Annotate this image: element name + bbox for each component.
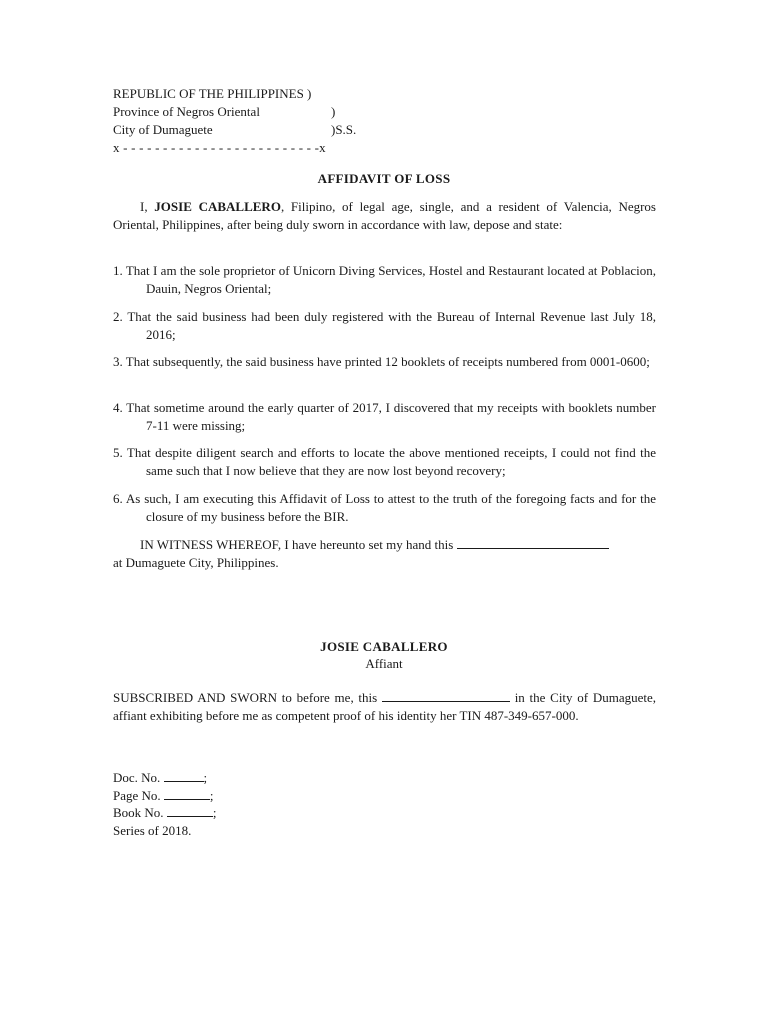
page-no-suffix: ; xyxy=(209,787,214,803)
venue-city-row xyxy=(113,121,413,139)
subscribed-paragraph xyxy=(113,689,656,724)
notary-block xyxy=(113,769,216,839)
item-5: 5. That despite diligent search and efforts to locate the above mentioned receipts, I could not find the same such that I now believe that they are now lost beyond recovery; xyxy=(113,445,656,478)
venue-block xyxy=(113,85,413,157)
doc-no-blank[interactable] xyxy=(164,770,204,782)
witness-text-before: IN WITNESS WHEREOF, I have hereunto set my hand this xyxy=(140,537,454,552)
doc-no-row xyxy=(113,769,216,787)
venue-province-row xyxy=(113,103,413,121)
signature-name: JOSIE CABALLERO xyxy=(320,639,448,654)
witness-paragraph xyxy=(113,536,656,571)
venue-separator-row xyxy=(113,139,413,157)
intro-prefix: I, xyxy=(140,199,155,214)
book-no-suffix: ; xyxy=(212,805,217,820)
page-no-row xyxy=(113,787,216,805)
subscribed-text-after: in the City of Dumaguete, affiant exhibiting before me as competent proof of his identity her TIN 487-349-657-000. xyxy=(113,690,657,723)
intro-text: , Filipino, of legal age, single, and a resident of Valencia, Negros Oriental, Philippines, after being duly sworn in accordance with law, depose and state: xyxy=(113,199,656,232)
page-no-blank[interactable] xyxy=(164,788,210,800)
intro-paragraph xyxy=(113,198,656,233)
book-no-label: Book No. xyxy=(113,805,164,820)
document-title: AFFIDAVIT OF LOSS xyxy=(317,171,451,186)
venue-province-bracket: ) xyxy=(331,104,336,119)
item-6: 6. As such, I am executing this Affidavit of Loss to attest to the truth of the foregoing facts and for the closure of my business before the BIR. xyxy=(113,491,656,524)
affiant-name-inline: JOSIE CABALLERO xyxy=(154,199,281,214)
venue-city: City of Dumaguete xyxy=(113,122,213,137)
witness-date-blank[interactable] xyxy=(457,537,609,549)
venue-city-bracket: )S.S. xyxy=(331,122,357,137)
book-no-row xyxy=(113,804,216,822)
venue-province: Province of Negros Oriental xyxy=(113,104,260,119)
book-no-blank[interactable] xyxy=(167,805,213,817)
subscribed-text-before: SUBSCRIBED AND SWORN to before me, this xyxy=(113,690,378,705)
venue-republic: REPUBLIC OF THE PHILIPPINES ) xyxy=(113,86,312,101)
item-2: 2. That the said business had been duly registered with the Bureau of Internal Revenue last July 18, 2016; xyxy=(113,309,656,342)
doc-no-label: Doc. No. xyxy=(113,770,161,785)
item-3: 3. That subsequently, the said business have printed 12 booklets of receipts numbered from 0001-0600; xyxy=(113,354,650,369)
subscribed-date-blank[interactable] xyxy=(382,690,510,702)
series-label: Series of 2018. xyxy=(113,822,192,838)
item-1: 1. That I am the sole proprietor of Unicorn Diving Services, Hostel and Restaurant located at Poblacion, Dauin, Negros Oriental; xyxy=(113,263,656,296)
doc-no-suffix: ; xyxy=(203,770,208,785)
item-4: 4. That sometime around the early quarter of 2017, I discovered that my receipts with booklets number 7-11 were missing; xyxy=(113,400,656,433)
venue-republic-row xyxy=(113,85,413,103)
page-no-label: Page No. xyxy=(113,787,161,803)
series-row xyxy=(113,822,216,840)
signature-role: Affiant xyxy=(365,656,403,671)
witness-text-after: at Dumaguete City, Philippines. xyxy=(113,554,279,570)
venue-separator: x - - - - - - - - - - - - - - - - - - - - - - - - -x xyxy=(113,140,326,155)
